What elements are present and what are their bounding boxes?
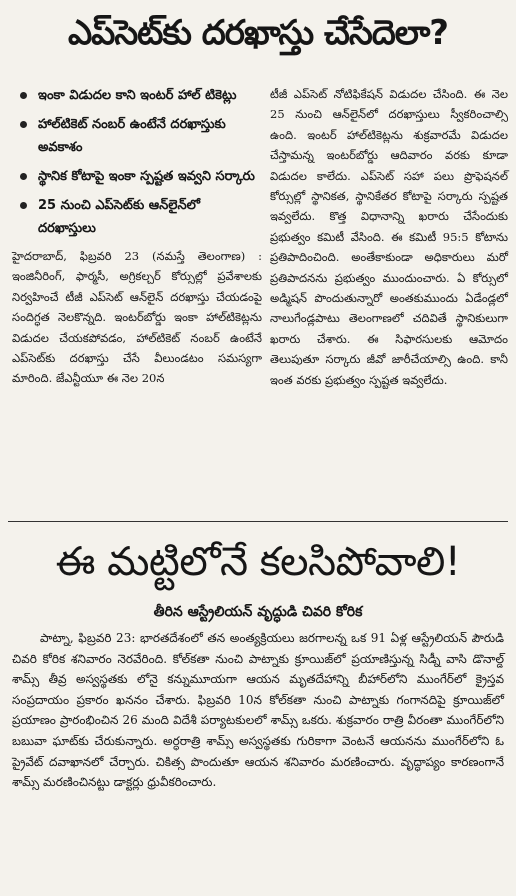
story1-bullet-list <box>12 84 262 240</box>
story1-right-body: టీజీ ఎప్‌సెట్ నోటిఫికేషన్ విడుదల చేసింది. ఈ నెల 25 నుంచి ఆన్‌లైన్‌లో దరఖాస్తులు స్వీకరించాల్సి ఉంది. ఇంటర్ హాల్‌టికెట్లను శుక్రవారమే విడుదల చేస్తామన్న ఇంటర్‌బోర్డు ఆదివారం వరకు కూడా విడుదల కాలేదు. ఎప్‌సెట్ సహా పలు ప్రొఫెషనల్ కోర్సుల్లో స్థానికత, స్థానికేతర కోటాపై సర్కారు స్పష్టత ఇవ్వలేదు. కొత్త విధానాన్ని ఖరారు చేసేందుకు ప్రభుత్వం కమిటీ వేసింది. ఈ కమిటీ 95:5 కోటాను ప్రతిపాదించింది. అంతేకాకుండా అధికారులు మరో ప్రతిపాదనను ప్రభుత్వం ముందుంచారు. ఏ కోర్సులో అడ్మిషన్ పొందుతున్నారో అంతకుముందు ఏడేండ్లలో నాలుగేండ్లపాటు తెలంగాణలో చదివితే స్థానికులుగా ఖరారు చేశారు. ఈ సిఫారసులకు ఆమోదం తెలుపుతూ సర్కారు జీవో జారీచేయాల్సి ఉంది. కానీ ఇంత వరకు ప్రభుత్వం స్పష్టత ఇవ్వలేదు. <box>270 87 508 387</box>
bullet-item <box>12 194 262 240</box>
bullet-dot-icon <box>20 121 27 128</box>
bullet-dot-icon <box>20 92 27 99</box>
story2-subhead: తీరిన ఆస్ట్రేలియన్ వృద్ధుడి చివరి కోరిక <box>153 604 363 620</box>
story1-right-column <box>270 84 508 514</box>
bullet-text: హాల్‌టికెట్ నంబర్ ఉంటేనే దరఖాస్తుకు అవకాశం <box>38 117 226 155</box>
bullet-text: 25 నుంచి ఎప్‌సెట్‌కు ఆన్‌లైన్‌లో దరఖాస్తులు <box>38 198 200 236</box>
story1-left-column <box>12 84 262 514</box>
bullet-dot-icon <box>20 202 27 209</box>
story2-headline: ఈ మట్టిలోనే కలసిపోవాలి! <box>55 539 461 585</box>
bullet-item <box>12 84 262 107</box>
section-divider <box>8 521 508 522</box>
newspaper-clipping <box>8 6 508 890</box>
story1-headline: ఎప్‌సెట్‌కు దరఖాస్తు చేసేదెలా? <box>67 13 449 53</box>
story1-left-body: హైదరాబాద్, ఫిబ్రవరి 23 (నమస్తే తెలంగాణ) : ఇంజినీరింగ్, ఫార్మసీ, అగ్రికల్చర్ కోర్సుల్లో ప్రవేశాలకు నిర్వహించే టీజీ ఎప్‌సెట్ ఆన్‌లైన్ దరఖాస్తు చేయడంపై సందిగ్ధత నెలకొన్నది. ఇంటర్‌బోర్డు ఇంకా హాల్‌టికెట్లను విడుదల చేయకపోవడం, హాల్‌టికెట్ నంబర్ ఉంటేనే ఎప్‌సెట్‌కు దరఖాస్తు చేసే వీలుండటం సమస్యగా మారింది. జేఎన్టీయూ ఈ నెల 20న <box>12 249 262 386</box>
story2-body-block <box>12 628 504 793</box>
story2-body: పాట్నా, ఫిబ్రవరి 23: భారతదేశంలో తన అంత్యక్రియలు జరగాలన్న ఒక 91 ఏళ్ల ఆస్ట్రేలియన్ పౌరుడి చివరి కోరిక శనివారం నెరవేరింది. కోల్‌కతా నుంచి పాట్నాకు క్రూయిజ్‌లో ప్రయాణిస్తున్న సిడ్నీ వాసి డొనాల్డ్ శామ్స్ తీవ్ర అస్వస్థతకు లోనై కన్నుమూయగా ఆయన మృతదేహాన్ని బీహార్‌లోని ముంగేర్‌లో క్రైస్తవ సంప్రదాయం ప్రకారం ఖననం చేశారు. ఫిబ్రవరి 10న కోల్‌కతా నుంచి పాట్నాకు గంగానదిపై క్రూయిజ్‌లో ప్రయాణం ప్రారంభించిన 26 మంది విదేశీ పర్యాటకులలో శామ్స్ ఒకరు. శుక్రవారం రాత్రి వీరంతా ముంగేర్‌లోని బబువా ఘాట్‌కు చేరుకున్నారు. అర్ధరాత్రి శామ్స్ అస్వస్థతకు గురికాగా వెంటనే ఆయనను ముంగేర్‌లోని ఓ ప్రైవేట్ దవాఖానలో చేర్చారు. చికిత్స పొందుతూ ఆయన శనివారం మరణించారు. వృద్ధాప్యం కారణంగానే శామ్స్ మరణించినట్టు డాక్టర్లు ధ్రువీకరించారు. <box>12 631 505 790</box>
bullet-item <box>12 165 262 188</box>
bullet-text: ఇంకా విడుదల కాని ఇంటర్ హాల్ టికెట్లు <box>38 88 237 103</box>
bullet-dot-icon <box>20 173 27 180</box>
bullet-text: స్థానిక కోటాపై ఇంకా స్పష్టత ఇవ్వని సర్కారు <box>38 169 255 184</box>
bullet-item <box>12 113 262 159</box>
